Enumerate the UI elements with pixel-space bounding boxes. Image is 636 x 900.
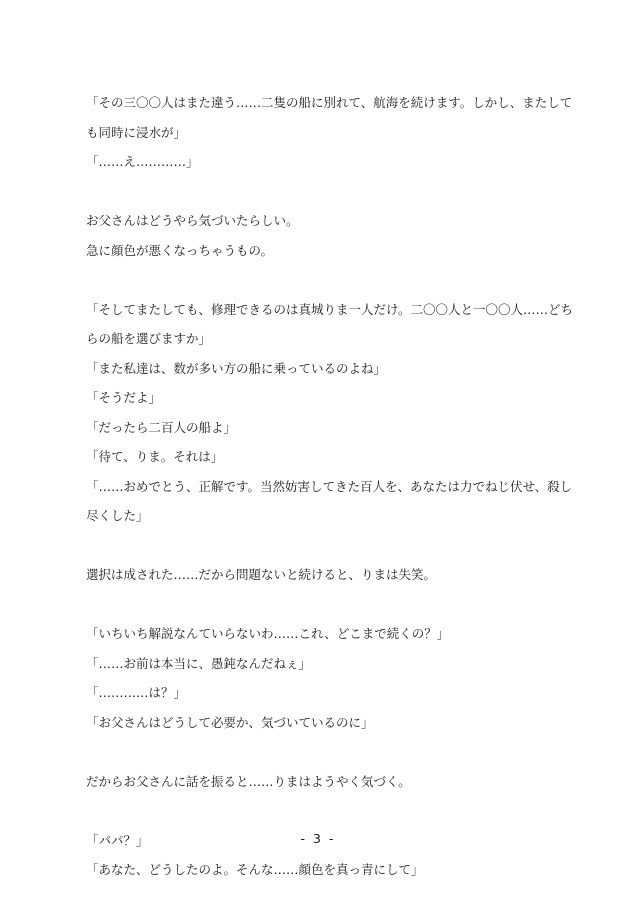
text-line: 「その三〇〇人はまた違う……二隻の船に別れて、航海を続けます。しかし、またして [86, 95, 573, 110]
blank-line [86, 590, 556, 620]
text-line: 「だったら二百人の船よ」 [86, 419, 237, 435]
text-line: 急に顔色が悪くなっちゃうもの。 [86, 242, 274, 258]
text-line: 「……おめでとう、正解です。当然妨害してきた百人を、あなたは力でねじ伏せ、殺し [86, 478, 573, 494]
blank-line [86, 796, 556, 826]
page-number: - 3 - [300, 831, 336, 846]
text-line: 「パパ？」 [86, 832, 149, 848]
text-line: 選択は成された……だから問題ないと続けると、りまは失笑。 [86, 567, 437, 582]
text-line: 「…………は？」 [86, 685, 187, 700]
text-line: も同時に浸水が」 [86, 124, 187, 140]
text-line: 「そうだよ」 [86, 390, 162, 405]
body-text [86, 88, 574, 885]
text-line: 尽くした」 [86, 508, 149, 523]
text-line: 「……お前は本当に、愚鈍なんだねぇ」 [86, 655, 312, 671]
text-line: 「お父さんはどうして必要か、気づいているのに」 [86, 714, 374, 730]
text-line: 「いちいち解説なんていらないわ……これ、どこまで続くの？」 [86, 626, 450, 641]
blank-line [86, 531, 556, 561]
text-line: だからお父さんに話を振ると……りまはようやく気づく。 [86, 773, 411, 789]
text-line: らの船を選びますか」 [86, 331, 212, 346]
text-line: 「あなた、どうしたのよ。そんな……顔色を真っ青にして」 [86, 862, 424, 877]
blank-line [86, 265, 556, 295]
text-line: 「そしてまたしても、修理できるのは真城りま一人だけ。二〇〇人と一〇〇人……どち [86, 301, 574, 317]
text-line: 「また私達は、数が多い方の船に乗っているのよね」 [86, 360, 387, 376]
text-line: お父さんはどうやら気づいたらしい。 [86, 213, 299, 228]
text-line: 「……え…………」 [86, 154, 199, 169]
blank-line [86, 177, 556, 207]
text-line: 「待て、りま。それは」 [86, 449, 224, 464]
blank-line [86, 737, 556, 767]
